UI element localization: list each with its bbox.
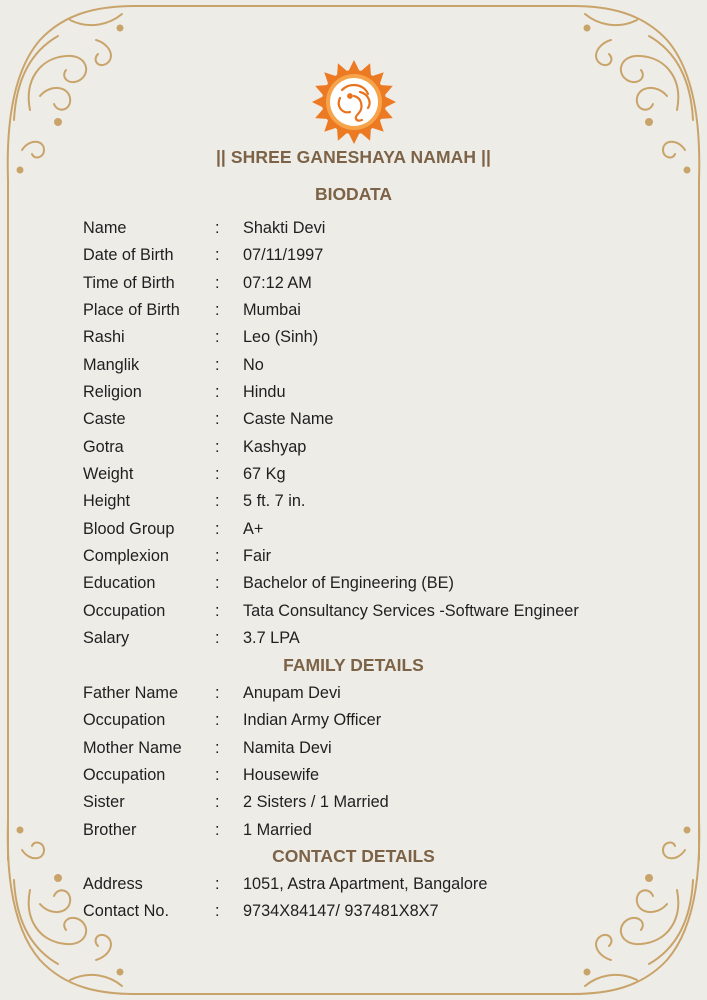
section-heading-biodata: BIODATA <box>314 184 393 204</box>
detail-row-brother <box>0 819 707 846</box>
field-separator: : <box>215 875 220 893</box>
field-label: Rashi <box>83 328 125 347</box>
detail-row-contact-no <box>0 900 707 927</box>
field-separator: : <box>215 738 220 757</box>
field-value: 67 Kg <box>243 464 286 483</box>
field-label: Blood Group <box>83 519 175 538</box>
detail-row-weight <box>0 463 707 490</box>
field-value: Kashyap <box>243 437 307 456</box>
field-label: Occupation <box>83 711 166 730</box>
detail-row-time-of-birth <box>0 272 707 299</box>
detail-row-occupation <box>0 709 707 736</box>
ganesha-emblem-icon <box>312 60 396 144</box>
field-value: Namita Devi <box>243 738 332 757</box>
field-label: Salary <box>83 628 130 647</box>
detail-row-place-of-birth <box>0 299 707 326</box>
field-label: Occupation <box>83 601 166 620</box>
field-separator: : <box>215 628 220 647</box>
detail-row-salary <box>0 627 707 654</box>
detail-row-father-name <box>0 682 707 709</box>
detail-row-name <box>0 217 707 244</box>
field-separator: : <box>215 793 220 812</box>
section-heading-contact-details: CONTACT DETAILS <box>272 846 435 866</box>
field-label: Contact No. <box>83 902 169 921</box>
detail-row-date-of-birth <box>0 244 707 271</box>
field-value: Fair <box>243 546 272 565</box>
detail-row-gotra <box>0 436 707 463</box>
field-separator: : <box>215 519 220 538</box>
field-value: Mumbai <box>243 300 301 319</box>
field-value: 1 Married <box>243 820 312 839</box>
field-value: Indian Army Officer <box>243 711 382 730</box>
field-separator: : <box>215 300 220 319</box>
field-separator: : <box>215 219 220 237</box>
field-label: Address <box>83 875 143 893</box>
field-value: A+ <box>243 519 264 538</box>
field-label: Caste <box>83 410 126 429</box>
field-label: Height <box>83 492 131 511</box>
field-value: Hindu <box>243 382 286 401</box>
detail-row-religion <box>0 381 707 408</box>
field-label: Time of Birth <box>83 273 175 292</box>
detail-row-complexion <box>0 545 707 572</box>
field-label: Mother Name <box>83 738 182 757</box>
detail-row-mother-name <box>0 737 707 764</box>
field-separator: : <box>215 574 220 593</box>
field-separator: : <box>215 684 220 702</box>
field-label: Brother <box>83 820 137 839</box>
section-heading-family-details: FAMILY DETAILS <box>283 655 424 675</box>
field-separator: : <box>215 355 220 374</box>
field-value: 9734X84147/ 937481X8X7 <box>243 902 439 921</box>
field-value: Leo (Sinh) <box>243 328 319 347</box>
field-separator: : <box>215 492 220 511</box>
detail-row-caste <box>0 408 707 435</box>
field-value: Tata Consultancy Services -Software Engineer <box>243 601 579 620</box>
detail-row-blood-group <box>0 518 707 545</box>
field-separator: : <box>215 601 220 620</box>
field-separator: : <box>215 711 220 730</box>
detail-row-sister <box>0 791 707 818</box>
field-label: Manglik <box>83 355 140 374</box>
detail-row-occupation <box>0 600 707 627</box>
field-value: Housewife <box>243 765 320 784</box>
field-separator: : <box>215 246 220 265</box>
field-separator: : <box>215 820 220 839</box>
field-label: Religion <box>83 382 142 401</box>
detail-row-education <box>0 572 707 599</box>
field-separator: : <box>215 273 220 292</box>
field-label: Date of Birth <box>83 246 174 265</box>
field-separator: : <box>215 546 220 565</box>
detail-row-height <box>0 490 707 517</box>
field-label: Place of Birth <box>83 300 180 319</box>
field-value: Anupam Devi <box>243 684 341 702</box>
field-value: 07:12 AM <box>243 273 312 292</box>
field-separator: : <box>215 382 220 401</box>
field-label: Father Name <box>83 684 179 702</box>
field-value: 1051, Astra Apartment, Bangalore <box>243 875 488 893</box>
field-label: Sister <box>83 793 125 812</box>
field-label: Education <box>83 574 156 593</box>
field-value: Caste Name <box>243 410 334 429</box>
field-value: No <box>243 355 264 374</box>
detail-row-address <box>0 873 707 900</box>
field-label: Complexion <box>83 546 169 565</box>
field-value: 2 Sisters / 1 Married <box>243 793 389 812</box>
field-label: Gotra <box>83 437 124 456</box>
field-separator: : <box>215 410 220 429</box>
detail-row-rashi <box>0 326 707 353</box>
field-value: Bachelor of Engineering (BE) <box>243 574 454 593</box>
field-separator: : <box>215 464 220 483</box>
field-separator: : <box>215 765 220 784</box>
field-label: Weight <box>83 464 134 483</box>
invocation-title: || SHREE GANESHAYA NAMAH || <box>215 147 492 167</box>
detail-row-manglik <box>0 354 707 381</box>
field-separator: : <box>215 437 220 456</box>
field-value: Shakti Devi <box>243 219 326 237</box>
detail-row-occupation <box>0 764 707 791</box>
field-value: 3.7 LPA <box>243 628 300 647</box>
field-separator: : <box>215 328 220 347</box>
field-value: 07/11/1997 <box>243 246 324 265</box>
field-separator: : <box>215 902 220 921</box>
field-value: 5 ft. 7 in. <box>243 492 306 511</box>
field-label: Occupation <box>83 765 166 784</box>
field-label: Name <box>83 219 127 237</box>
